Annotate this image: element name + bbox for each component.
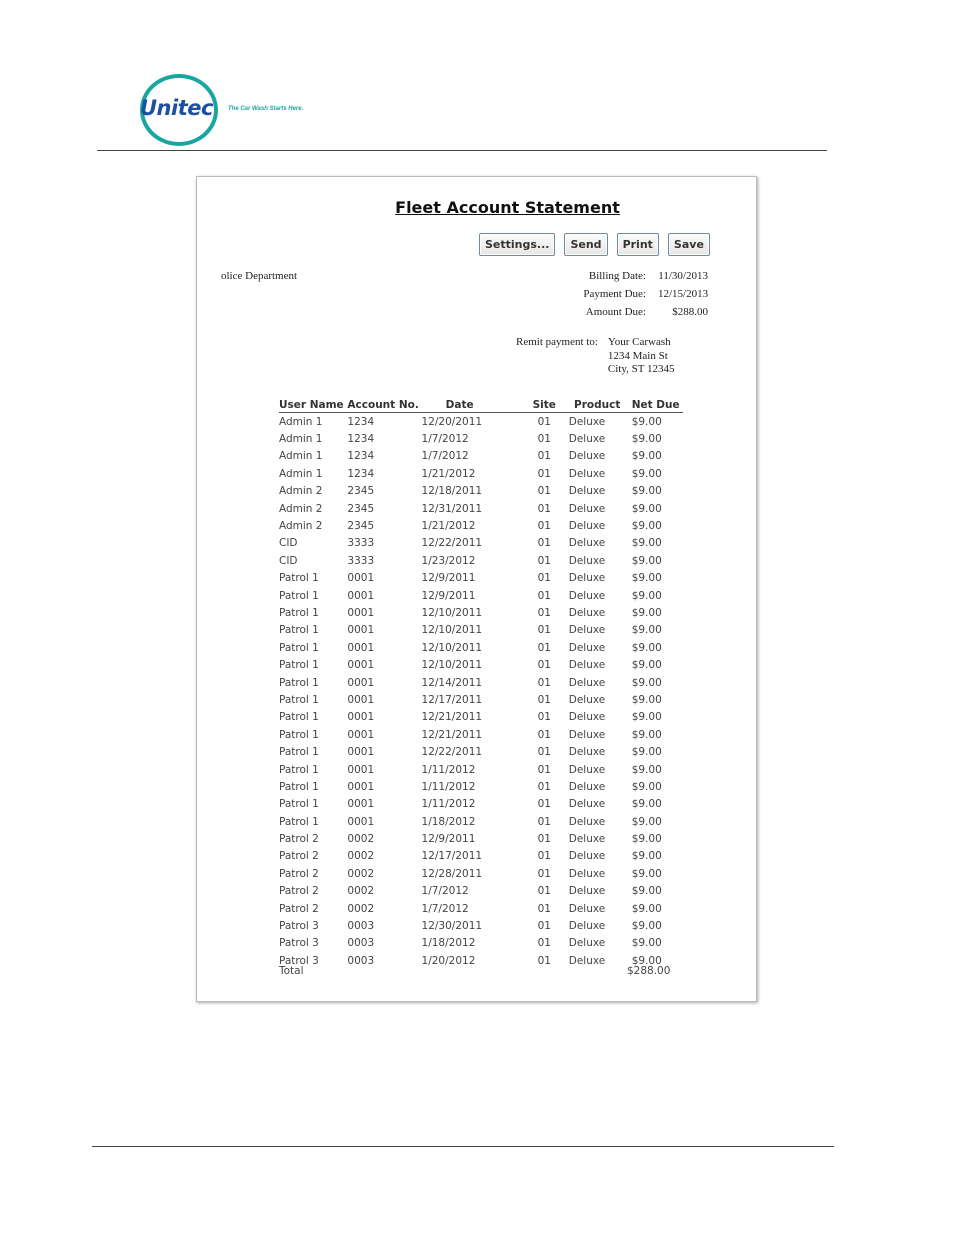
- col-header-date: Date: [422, 397, 526, 413]
- statement-title: Fleet Account Statement: [395, 198, 620, 217]
- table-row: [279, 848, 683, 865]
- date-cell: 12/10/2011: [421, 659, 483, 672]
- account-no-cell: 0001: [347, 728, 375, 741]
- date-cell: 12/18/2011: [421, 485, 483, 498]
- user-name-cell: Patrol 1: [279, 641, 319, 654]
- logo-tagline: The Car Wash Starts Here.: [228, 106, 304, 112]
- product-cell: Deluxe: [568, 815, 606, 828]
- date-cell: 12/9/2011: [421, 572, 476, 585]
- account-no-cell: 1234: [347, 415, 375, 428]
- table-row: [279, 517, 683, 534]
- date-cell: 1/11/2012: [421, 763, 476, 776]
- date-cell: 1/21/2012: [421, 520, 476, 533]
- user-name-cell: Patrol 1: [279, 780, 319, 793]
- payment-due-value: 12/15/2013: [658, 288, 709, 300]
- col-header-product: Product: [563, 397, 632, 413]
- product-cell: Deluxe: [568, 746, 606, 759]
- net-due-cell: $9.00: [631, 659, 662, 672]
- product-cell: Deluxe: [568, 624, 606, 637]
- user-name-cell: Admin 1: [279, 433, 323, 446]
- user-name-cell: Patrol 1: [279, 572, 319, 585]
- site-cell: 01: [537, 467, 551, 480]
- account-no-cell: 0003: [347, 954, 375, 967]
- site-cell: 01: [537, 728, 551, 741]
- site-cell: 01: [537, 693, 551, 706]
- date-cell: 1/23/2012: [421, 554, 476, 567]
- product-cell: Deluxe: [568, 433, 606, 446]
- user-name-cell: Admin 2: [279, 502, 323, 515]
- net-due-cell: $9.00: [631, 937, 662, 950]
- account-no-cell: 0002: [347, 885, 375, 898]
- user-name-cell: CID: [279, 554, 298, 567]
- table-row: [279, 813, 683, 830]
- date-cell: 1/7/2012: [421, 902, 469, 915]
- net-due-cell: $9.00: [631, 572, 662, 585]
- date-cell: 12/21/2011: [421, 728, 483, 741]
- net-due-cell: $9.00: [631, 467, 662, 480]
- site-cell: 01: [537, 502, 551, 515]
- product-cell: Deluxe: [568, 572, 606, 585]
- user-name-cell: Admin 2: [279, 520, 323, 533]
- account-no-cell: 0003: [347, 937, 375, 950]
- net-due-cell: $9.00: [631, 641, 662, 654]
- account-no-cell: 0002: [347, 867, 375, 880]
- date-cell: 12/10/2011: [421, 624, 483, 637]
- remit-line-2: 1234 Main St: [607, 349, 668, 362]
- table-row: [279, 656, 683, 673]
- net-due-cell: $9.00: [631, 711, 662, 724]
- site-cell: 01: [537, 554, 551, 567]
- net-due-cell: $9.00: [631, 589, 662, 602]
- net-due-cell: $9.00: [631, 885, 662, 898]
- table-row: [279, 587, 683, 604]
- account-no-cell: 0002: [347, 902, 375, 915]
- table-row: [279, 552, 683, 569]
- user-name-cell: Patrol 1: [279, 589, 319, 602]
- table-row: [279, 952, 683, 969]
- net-due-cell: $9.00: [631, 920, 662, 933]
- account-no-cell: 0001: [347, 572, 375, 585]
- total-label: Total: [279, 965, 304, 977]
- net-due-cell: $9.00: [631, 815, 662, 828]
- net-due-cell: $9.00: [631, 450, 662, 463]
- transactions-table: [279, 397, 683, 970]
- table-row: [279, 570, 683, 587]
- product-cell: Deluxe: [568, 833, 606, 846]
- user-name-cell: Patrol 1: [279, 728, 319, 741]
- net-due-cell: $9.00: [631, 798, 662, 811]
- date-cell: 12/9/2011: [421, 589, 476, 602]
- site-cell: 01: [537, 711, 551, 724]
- net-due-cell: $9.00: [631, 676, 662, 689]
- product-cell: Deluxe: [568, 920, 606, 933]
- unitec-logo: [138, 72, 338, 150]
- table-row: [279, 483, 683, 500]
- net-due-cell: $9.00: [631, 746, 662, 759]
- table-row: [279, 883, 683, 900]
- date-cell: 12/20/2011: [421, 415, 483, 428]
- table-row: [279, 413, 683, 431]
- net-due-cell: $9.00: [631, 520, 662, 533]
- account-no-cell: 2345: [347, 502, 375, 515]
- user-name-cell: Patrol 2: [279, 867, 319, 880]
- date-cell: 12/30/2011: [421, 920, 483, 933]
- table-row: [279, 622, 683, 639]
- date-cell: 12/10/2011: [421, 606, 483, 619]
- net-due-cell: $9.00: [631, 554, 662, 567]
- table-row: [279, 917, 683, 934]
- table-row: [279, 761, 683, 778]
- table-row: [279, 935, 683, 952]
- product-cell: Deluxe: [568, 885, 606, 898]
- site-cell: 01: [537, 885, 551, 898]
- user-name-cell: Patrol 2: [279, 902, 319, 915]
- table-row: [279, 430, 683, 447]
- net-due-cell: $9.00: [631, 433, 662, 446]
- date-cell: 1/7/2012: [421, 885, 469, 898]
- product-cell: Deluxe: [568, 589, 606, 602]
- user-name-cell: Patrol 2: [279, 850, 319, 863]
- user-name-cell: Patrol 2: [279, 885, 319, 898]
- billing-date-label: Billing Date:: [588, 270, 646, 282]
- site-cell: 01: [537, 780, 551, 793]
- account-no-cell: 3333: [347, 537, 375, 550]
- date-cell: 12/14/2011: [421, 676, 483, 689]
- settings-button[interactable]: Settings...: [479, 233, 555, 256]
- net-due-cell: $9.00: [631, 693, 662, 706]
- account-no-cell: 0001: [347, 780, 375, 793]
- table-row: [279, 830, 683, 847]
- product-cell: Deluxe: [568, 763, 606, 776]
- site-cell: 01: [537, 937, 551, 950]
- billing-date-value: 11/30/2013: [658, 270, 708, 282]
- table-row: [279, 865, 683, 882]
- site-cell: 01: [537, 606, 551, 619]
- net-due-cell: $9.00: [631, 833, 662, 846]
- net-due-cell: $9.00: [631, 763, 662, 776]
- site-cell: 01: [537, 537, 551, 550]
- net-due-cell: $9.00: [631, 780, 662, 793]
- account-no-cell: 2345: [347, 520, 375, 533]
- site-cell: 01: [537, 763, 551, 776]
- product-cell: Deluxe: [568, 693, 606, 706]
- total-row-cutoff: [279, 965, 683, 980]
- col-header-net-due: Net Due: [632, 397, 683, 413]
- product-cell: Deluxe: [568, 606, 606, 619]
- statement-panel: [196, 176, 757, 1002]
- remit-address: [516, 336, 675, 377]
- date-cell: 1/20/2012: [421, 954, 476, 967]
- col-header-account-no: Account No.: [347, 397, 421, 413]
- product-cell: Deluxe: [568, 780, 606, 793]
- table-row: [279, 900, 683, 917]
- product-cell: Deluxe: [568, 711, 606, 724]
- table-row: [279, 604, 683, 621]
- toolbar: [479, 233, 710, 256]
- product-cell: Deluxe: [568, 902, 606, 915]
- footer-divider: [92, 1146, 834, 1147]
- account-no-cell: 1234: [347, 467, 375, 480]
- product-cell: Deluxe: [568, 728, 606, 741]
- date-cell: 12/21/2011: [421, 711, 483, 724]
- account-no-cell: 0001: [347, 589, 375, 602]
- col-header-user-name: User Name: [279, 397, 347, 413]
- site-cell: 01: [537, 450, 551, 463]
- site-cell: 01: [537, 850, 551, 863]
- user-name-cell: Patrol 1: [279, 711, 319, 724]
- remit-label: Remit payment to:: [516, 336, 598, 348]
- account-no-cell: 0001: [347, 659, 375, 672]
- account-no-cell: 0001: [347, 693, 375, 706]
- net-due-cell: $9.00: [631, 537, 662, 550]
- account-no-cell: 2345: [347, 485, 375, 498]
- billing-summary: [583, 270, 708, 324]
- account-no-cell: 0001: [347, 606, 375, 619]
- table-row: [279, 465, 683, 482]
- date-cell: 12/9/2011: [421, 833, 476, 846]
- amount-due-value: $288.00: [672, 306, 708, 318]
- date-cell: 12/10/2011: [421, 641, 483, 654]
- net-due-cell: $9.00: [631, 606, 662, 619]
- total-value: $288.00: [627, 965, 671, 977]
- date-cell: 12/31/2011: [421, 502, 483, 515]
- net-due-cell: $9.00: [631, 850, 662, 863]
- product-cell: Deluxe: [568, 676, 606, 689]
- net-due-cell: $9.00: [631, 415, 662, 428]
- date-cell: 1/21/2012: [421, 467, 476, 480]
- user-name-cell: Patrol 1: [279, 815, 319, 828]
- account-no-cell: 0003: [347, 920, 375, 933]
- table-row: [279, 796, 683, 813]
- send-button[interactable]: Send: [564, 233, 607, 256]
- table-row: [279, 691, 683, 708]
- account-no-cell: 0001: [347, 798, 375, 811]
- user-name-cell: Patrol 1: [279, 746, 319, 759]
- site-cell: 01: [537, 954, 551, 967]
- user-name-cell: Patrol 1: [279, 606, 319, 619]
- date-cell: 12/28/2011: [421, 867, 483, 880]
- table-row: [279, 674, 683, 691]
- date-cell: 12/22/2011: [421, 537, 483, 550]
- amount-due-label: Amount Due:: [585, 306, 646, 318]
- user-name-cell: Patrol 1: [279, 693, 319, 706]
- site-cell: 01: [537, 676, 551, 689]
- site-cell: 01: [537, 433, 551, 446]
- table-row: [279, 726, 683, 743]
- user-name-cell: Patrol 3: [279, 920, 319, 933]
- site-cell: 01: [537, 415, 551, 428]
- user-name-cell: Patrol 3: [279, 954, 319, 967]
- user-name-cell: Admin 1: [279, 467, 323, 480]
- table-row: [279, 535, 683, 552]
- user-name-cell: Patrol 1: [279, 798, 319, 811]
- site-cell: 01: [537, 867, 551, 880]
- date-cell: 12/17/2011: [421, 850, 483, 863]
- product-cell: Deluxe: [568, 659, 606, 672]
- account-no-cell: 0001: [347, 746, 375, 759]
- product-cell: Deluxe: [568, 467, 606, 480]
- product-cell: Deluxe: [568, 641, 606, 654]
- product-cell: Deluxe: [568, 415, 606, 428]
- user-name-cell: Admin 1: [279, 450, 323, 463]
- date-cell: 1/7/2012: [421, 450, 469, 463]
- site-cell: 01: [537, 485, 551, 498]
- product-cell: Deluxe: [568, 554, 606, 567]
- date-cell: 1/7/2012: [421, 433, 469, 446]
- site-cell: 01: [537, 833, 551, 846]
- account-no-cell: 1234: [347, 450, 375, 463]
- table-row: [279, 709, 683, 726]
- product-cell: Deluxe: [568, 954, 606, 967]
- user-name-cell: Patrol 3: [279, 937, 319, 950]
- site-cell: 01: [537, 798, 551, 811]
- net-due-cell: $9.00: [631, 624, 662, 637]
- site-cell: 01: [537, 520, 551, 533]
- user-name-cell: Patrol 2: [279, 833, 319, 846]
- product-cell: Deluxe: [568, 850, 606, 863]
- table-row: [279, 743, 683, 760]
- print-button[interactable]: Print: [617, 233, 659, 256]
- account-no-cell: 0001: [347, 815, 375, 828]
- date-cell: 1/11/2012: [421, 798, 476, 811]
- product-cell: Deluxe: [568, 537, 606, 550]
- user-name-cell: Patrol 1: [279, 659, 319, 672]
- account-no-cell: 1234: [347, 433, 375, 446]
- net-due-cell: $9.00: [631, 502, 662, 515]
- net-due-cell: $9.00: [631, 728, 662, 741]
- user-name-cell: Admin 2: [279, 485, 323, 498]
- site-cell: 01: [537, 920, 551, 933]
- user-name-cell: Patrol 1: [279, 676, 319, 689]
- site-cell: 01: [537, 589, 551, 602]
- product-cell: Deluxe: [568, 485, 606, 498]
- table-row: [279, 778, 683, 795]
- site-cell: 01: [537, 902, 551, 915]
- table-row: [279, 639, 683, 656]
- user-name-cell: CID: [279, 537, 298, 550]
- product-cell: Deluxe: [568, 450, 606, 463]
- remit-line-1: Your Carwash: [607, 336, 671, 348]
- table-header-row: [279, 397, 683, 413]
- save-button[interactable]: Save: [668, 233, 710, 256]
- user-name-cell: Patrol 1: [279, 763, 319, 776]
- net-due-cell: $9.00: [631, 954, 662, 967]
- account-no-cell: 0001: [347, 676, 375, 689]
- date-cell: 12/22/2011: [421, 746, 483, 759]
- date-cell: 1/11/2012: [421, 780, 476, 793]
- col-header-site: Site: [526, 397, 563, 413]
- account-no-cell: 0002: [347, 833, 375, 846]
- site-cell: 01: [537, 624, 551, 637]
- remit-line-3: City, ST 12345: [607, 363, 675, 375]
- header-divider: [97, 150, 827, 151]
- site-cell: 01: [537, 815, 551, 828]
- product-cell: Deluxe: [568, 520, 606, 533]
- site-cell: 01: [537, 746, 551, 759]
- net-due-cell: $9.00: [631, 902, 662, 915]
- department-name: olice Department: [221, 270, 298, 282]
- account-no-cell: 0001: [347, 711, 375, 724]
- account-no-cell: 0001: [347, 624, 375, 637]
- user-name-cell: Admin 1: [279, 415, 323, 428]
- site-cell: 01: [537, 659, 551, 672]
- payment-due-label: Payment Due:: [583, 288, 646, 300]
- net-due-cell: $9.00: [631, 485, 662, 498]
- product-cell: Deluxe: [568, 867, 606, 880]
- logo-wordmark: Unitec: [140, 96, 213, 120]
- account-no-cell: 0002: [347, 850, 375, 863]
- product-cell: Deluxe: [568, 502, 606, 515]
- user-name-cell: Patrol 1: [279, 624, 319, 637]
- date-cell: 12/17/2011: [421, 693, 483, 706]
- date-cell: 1/18/2012: [421, 815, 476, 828]
- net-due-cell: $9.00: [631, 867, 662, 880]
- table-row: [279, 448, 683, 465]
- account-no-cell: 3333: [347, 554, 375, 567]
- date-cell: 1/18/2012: [421, 937, 476, 950]
- site-cell: 01: [537, 572, 551, 585]
- product-cell: Deluxe: [568, 937, 606, 950]
- account-no-cell: 0001: [347, 641, 375, 654]
- account-no-cell: 0001: [347, 763, 375, 776]
- table-row: [279, 500, 683, 517]
- site-cell: 01: [537, 641, 551, 654]
- product-cell: Deluxe: [568, 798, 606, 811]
